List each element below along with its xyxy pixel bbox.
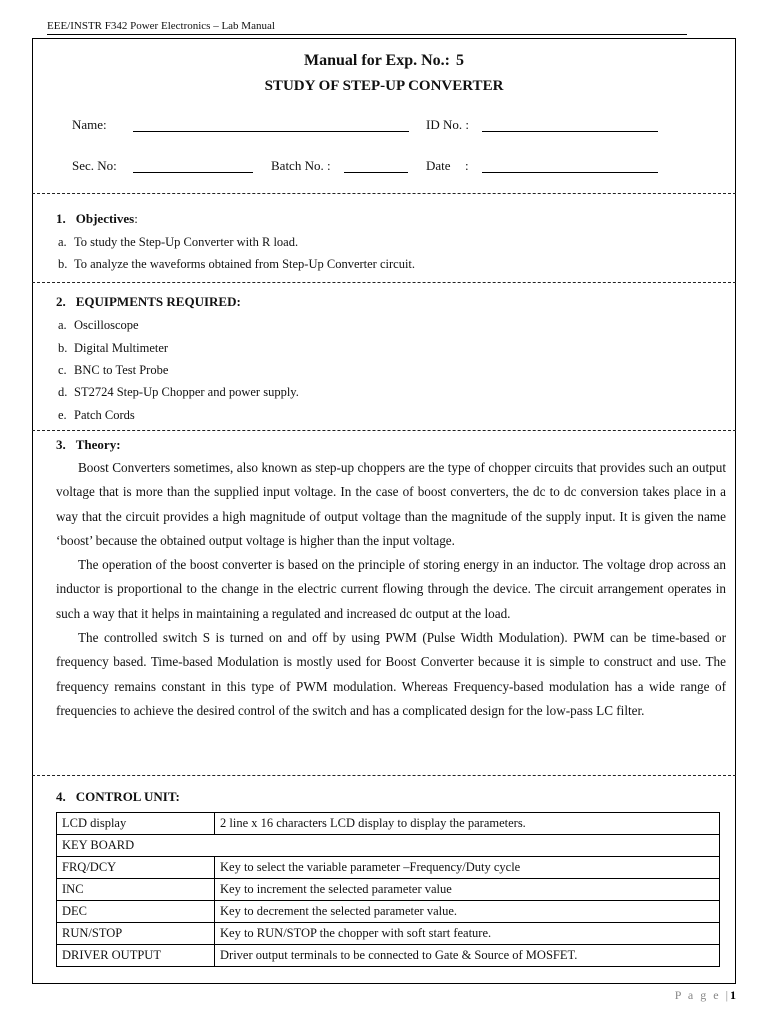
- section-divider: [32, 430, 736, 431]
- batch-no-field[interactable]: [344, 172, 408, 173]
- theory-paragraph: The operation of the boost converter is based on the principle of storing energy in an inductor. The voltage drop across an inductor is proportional to the change in the electric current flowing through the device. The circuit arrangement operates in such a way that it helps in maintaining a regulated and increased dc output at the load.: [56, 557, 726, 621]
- list-item: a. Oscilloscope: [58, 318, 139, 332]
- section-divider: [32, 775, 736, 776]
- id-no-field[interactable]: [482, 131, 658, 132]
- sec-no-label: Sec. No:: [72, 158, 117, 173]
- table-row: INC Key to increment the selected parameter value: [57, 879, 720, 901]
- id-no-label: ID No. :: [426, 117, 469, 132]
- theory-paragraph: Boost Converters sometimes, also known as step-up choppers are the type of chopper circuits that provides such an output voltage that is more than the supplied input voltage. In the case of boost converters, the dc to dc conversion takes place in a way that the circuit provides a high magnitude of output voltage than the magnitude of the supply input. It is given the name ‘boost’ because the obtained output voltage is higher than the input voltage.: [56, 460, 726, 548]
- date-label: Date: [426, 158, 451, 173]
- table-row: RUN/STOP Key to RUN/STOP the chopper with soft start feature.: [57, 923, 720, 945]
- manual-title-label: Manual for Exp. No.:: [304, 52, 450, 69]
- sec-no-field[interactable]: [133, 172, 253, 173]
- name-field[interactable]: [133, 131, 409, 132]
- table-row: KEY BOARD: [57, 835, 720, 857]
- page-number: 1: [730, 988, 736, 1002]
- list-item: b. To analyze the waveforms obtained from Step-Up Converter circuit.: [58, 257, 416, 271]
- objectives-heading: 1. Objectives:: [56, 211, 138, 226]
- batch-no-label: Batch No. :: [271, 158, 331, 173]
- theory-paragraph: The controlled switch S is turned on and off by using PWM (Pulse Width Modulation). PWM can be time-based or frequency based. Time-based Modulation is mostly used for Boost Converter because it is simple to construct and use. The frequency remains constant in this type of PWM modulation. Whereas Frequency-based modulation has a wide range of frequencies to achieve the desired control of the switch and has a complicated design for the low-pass LC filter.: [56, 630, 726, 718]
- experiment-number: 5: [455, 52, 464, 69]
- table-row: LCD display 2 line x 16 characters LCD display to display the parameters.: [57, 813, 720, 835]
- section-divider: [32, 282, 736, 283]
- page-label: P a g e |: [674, 988, 730, 1002]
- list-item: c. BNC to Test Probe: [58, 363, 169, 377]
- experiment-title: STUDY OF STEP-UP CONVERTER: [264, 78, 504, 94]
- page-footer: [675, 988, 736, 1003]
- theory-heading: 3. Theory:: [56, 437, 121, 452]
- control-unit-heading: 4. CONTROL UNIT:: [56, 789, 180, 804]
- list-item: b. Digital Multimeter: [58, 341, 169, 355]
- list-item: e. Patch Cords: [58, 408, 135, 422]
- equipments-heading: 2. EQUIPMENTS REQUIRED:: [56, 294, 241, 309]
- list-item: d. ST2724 Step-Up Chopper and power supply.: [58, 385, 299, 399]
- theory-body: [56, 456, 726, 723]
- control-unit-table: [56, 812, 720, 967]
- list-item: a. To study the Step-Up Converter with R load.: [58, 235, 299, 249]
- date-field[interactable]: [482, 172, 658, 173]
- name-label: Name:: [72, 117, 107, 132]
- date-colon: :: [465, 158, 469, 173]
- page-header: EEE/INSTR F342 Power Electronics – Lab Manual: [47, 20, 687, 35]
- manual-title: [0, 52, 768, 70]
- table-row: FRQ/DCY Key to select the variable parameter –Frequency/Duty cycle: [57, 857, 720, 879]
- section-divider: [32, 193, 736, 194]
- table-row: DEC Key to decrement the selected parameter value.: [57, 901, 720, 923]
- table-row: DRIVER OUTPUT Driver output terminals to be connected to Gate & Source of MOSFET.: [57, 945, 720, 967]
